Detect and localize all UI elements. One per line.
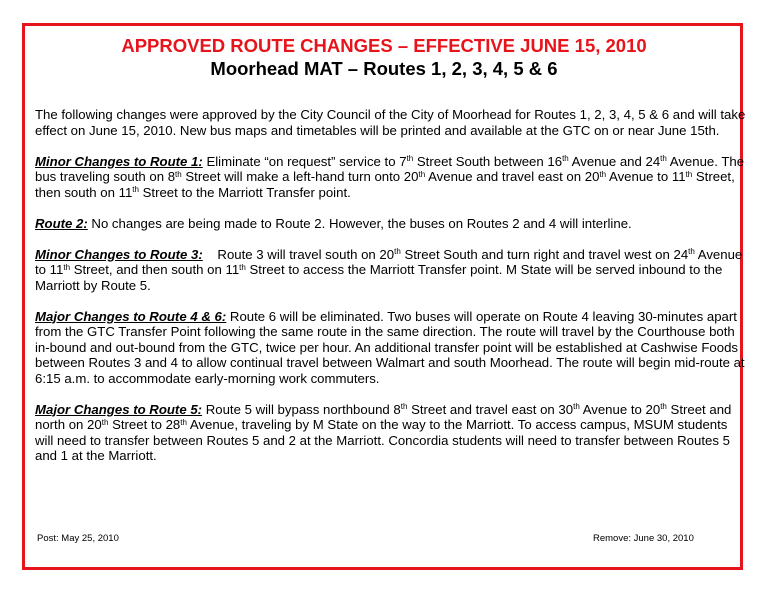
superscript: th [175,169,182,179]
text-segment: Street, and then south on 11 [70,262,240,277]
document-body [35,107,747,479]
route-4-6-heading: Major Changes to Route 4 & 6: [35,308,227,324]
text-segment: Street and travel east on 30 [407,401,574,417]
superscript: th [63,262,71,272]
superscript: th [685,169,693,179]
text-segment: Eliminate “on request” service to 7 [202,153,407,169]
route-1-heading: Minor Changes to Route 1: [35,153,203,169]
text-segment: Avenue to 11 [35,246,743,277]
superscript: th [132,185,139,195]
superscript: th [394,247,401,257]
text-segment: Street to access the Marriott Transfer point. M State will be served inbound to the Marriott by Route 5. [35,262,723,293]
text-segment: Avenue and 24 [568,153,661,169]
superscript: th [101,417,109,427]
superscript: th [406,154,414,164]
route-1-paragraph [35,154,747,201]
superscript: th [400,402,408,412]
text-segment: Avenue, traveling by M State on the way to the Marriott. To access campus, MSUM students will need to transfer between Routes 5 and 2 at the Marriott. Concordia students will need to transfer between Routes 5 and 1 at the Marriott. [35,417,730,463]
text-segment: Street South and turn right and travel west on 24 [400,246,689,262]
text-segment: Street will make a left-hand turn onto 20 [181,169,419,184]
superscript: th [599,169,607,179]
route-5-paragraph [35,402,747,464]
route-3-heading: Minor Changes to Route 3: [35,246,203,262]
route-4-6-paragraph [35,309,747,387]
text-segment: Avenue to 11 [606,169,686,184]
post-date: Post: May 25, 2010 [37,533,119,544]
superscript: th [418,169,426,179]
text-segment: Street to 28 [108,417,181,432]
text-segment: Street to the Marriott Transfer point. [138,184,351,200]
intro-paragraph: The following changes were approved by the City Council of the City of Moorhead for Routes 1, 2, 3, 4, 5 & 6 and will take effect on June 15, 2010. New bus maps and timetables will be printed and available at the GTC on or near June 15th. [35,107,746,138]
superscript: th [573,402,580,412]
text-segment: Route 5 will bypass northbound 8 [202,401,401,417]
text-segment: Route 6 will be eliminated. Two buses will operate on Route 4 leaving 30-minutes apart from the GTC Transfer Point following the same route in the same direction. The route will travel by the Courthouse both in-bound and out-bound from the GTC, twice per hour. An additional transfer point will be established at Cashwise Foods between Routes 3 and 4 to allow continual travel between Walmart and south Moorhead. The route will begin mid-route at 6:15 a.m. to accommodate early-morning work commuters. [35,308,745,386]
text-segment: Street and north on 20 [35,401,732,432]
route-5-heading: Major Changes to Route 5: [35,401,203,417]
superscript: th [688,247,695,257]
superscript: th [660,154,667,164]
text-segment: Avenue and travel east on 20 [425,169,600,184]
text-segment: No changes are being made to Route 2. However, the buses on Routes 2 and 4 will interline. [87,215,632,231]
route-3-paragraph [35,247,747,294]
superscript: th [660,402,667,412]
text-segment: Street, then south on 11 [35,169,735,200]
page-subtitle: Moorhead MAT – Routes 1, 2, 3, 4, 5 & 6 [210,58,558,79]
text-segment: Avenue to 20 [579,401,661,417]
superscript: th [562,154,569,164]
text-segment: Street South between 16 [413,153,563,169]
page-title: APPROVED ROUTE CHANGES – EFFECTIVE JUNE 15, 2010 [121,35,647,56]
superscript: th [239,262,246,272]
superscript: th [180,417,187,427]
text-segment: Route 3 will travel south on 20 [202,246,395,262]
text-segment: Avenue. The bus traveling south on 8 [35,153,745,184]
route-2-heading: Route 2: [35,215,88,231]
route-2-paragraph [35,216,747,232]
remove-date: Remove: June 30, 2010 [593,533,694,544]
